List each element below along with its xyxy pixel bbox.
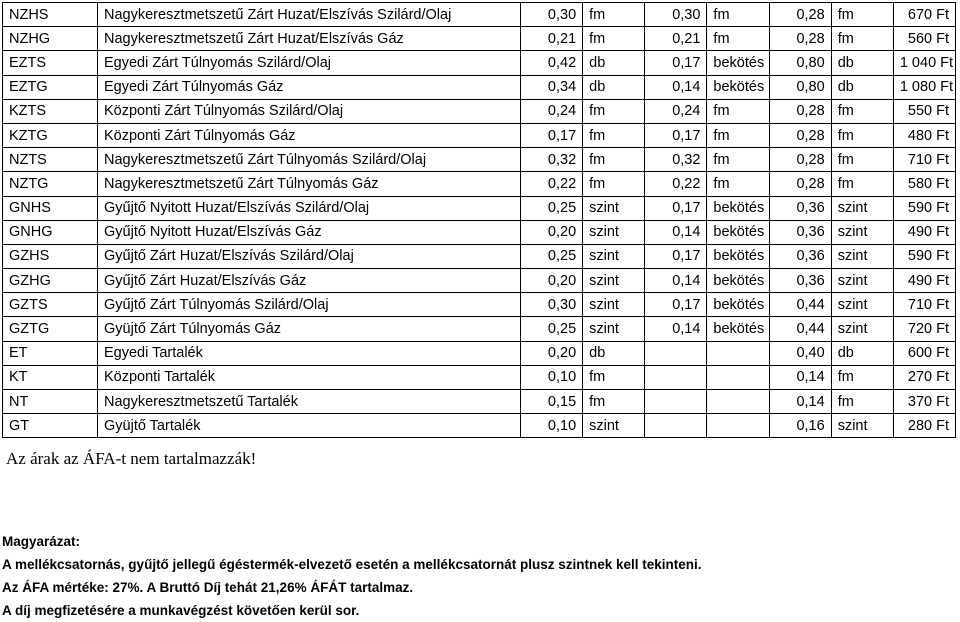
explanation-line: A mellékcsatornás, gyűjtő jellegű égéstermék-elvezető esetén a mellékcsatornát plusz szintnek kell tekinteni. (2, 557, 702, 572)
row-code: NT (3, 390, 98, 414)
row-description: Nagykeresztmetszetű Zárt Huzat/Elszívás Gáz (98, 27, 521, 51)
value-2: 0,17 (645, 244, 707, 268)
unit-1: fm (583, 390, 645, 414)
row-description: Központi Zárt Túlnyomás Gáz (98, 123, 521, 147)
row-price: 710 Ft (893, 148, 955, 172)
value-3: 0,44 (769, 293, 831, 317)
value-3: 0,40 (769, 341, 831, 365)
table-row (3, 75, 956, 99)
row-description: Nagykeresztmetszetű Tartalék (98, 390, 521, 414)
value-1: 0,25 (521, 244, 583, 268)
value-2 (645, 414, 707, 438)
value-3: 0,80 (769, 75, 831, 99)
unit-3: szint (831, 244, 893, 268)
unit-2: bekötés (707, 220, 769, 244)
unit-1: szint (583, 196, 645, 220)
unit-1: db (583, 341, 645, 365)
value-2: 0,14 (645, 75, 707, 99)
unit-3: szint (831, 269, 893, 293)
row-price: 670 Ft (893, 3, 955, 27)
row-description: Gyűjtő Zárt Túlnyomás Szilárd/Olaj (98, 293, 521, 317)
price-table (2, 2, 956, 438)
unit-1: szint (583, 293, 645, 317)
table-row (3, 244, 956, 268)
unit-1: fm (583, 148, 645, 172)
value-1: 0,17 (521, 123, 583, 147)
vat-note: Az árak az ÁFA-t nem tartalmazzák! (6, 449, 257, 468)
unit-2: bekötés (707, 293, 769, 317)
unit-1: fm (583, 365, 645, 389)
unit-1: szint (583, 220, 645, 244)
table-row (3, 172, 956, 196)
row-code: GNHG (3, 220, 98, 244)
value-1: 0,20 (521, 341, 583, 365)
unit-1: db (583, 75, 645, 99)
value-1: 0,42 (521, 51, 583, 75)
value-3: 0,28 (769, 148, 831, 172)
row-code: GZTG (3, 317, 98, 341)
unit-1: fm (583, 99, 645, 123)
unit-2: fm (707, 27, 769, 51)
value-1: 0,10 (521, 365, 583, 389)
unit-3: db (831, 51, 893, 75)
unit-3: fm (831, 390, 893, 414)
unit-2: bekötés (707, 51, 769, 75)
unit-3: szint (831, 196, 893, 220)
table-row (3, 51, 956, 75)
row-description: Gyüjtő Tartalék (98, 414, 521, 438)
unit-1: fm (583, 123, 645, 147)
value-3: 0,36 (769, 244, 831, 268)
unit-2: fm (707, 172, 769, 196)
table-row (3, 99, 956, 123)
value-2: 0,14 (645, 317, 707, 341)
unit-1: szint (583, 317, 645, 341)
row-price: 600 Ft (893, 341, 955, 365)
row-price: 490 Ft (893, 220, 955, 244)
row-code: KT (3, 365, 98, 389)
table-row (3, 220, 956, 244)
unit-2: bekötés (707, 75, 769, 99)
value-1: 0,15 (521, 390, 583, 414)
row-code: NZTS (3, 148, 98, 172)
row-code: GZHS (3, 244, 98, 268)
row-description: Egyedi Zárt Túlnyomás Szilárd/Olaj (98, 51, 521, 75)
value-2: 0,24 (645, 99, 707, 123)
row-price: 590 Ft (893, 244, 955, 268)
row-price: 550 Ft (893, 99, 955, 123)
unit-2 (707, 414, 769, 438)
value-2: 0,30 (645, 3, 707, 27)
value-1: 0,25 (521, 317, 583, 341)
unit-3: fm (831, 172, 893, 196)
row-description: Egyedi Zárt Túlnyomás Gáz (98, 75, 521, 99)
unit-1: fm (583, 3, 645, 27)
table-row (3, 293, 956, 317)
row-code: NZHG (3, 27, 98, 51)
value-3: 0,14 (769, 365, 831, 389)
unit-2 (707, 341, 769, 365)
value-1: 0,20 (521, 269, 583, 293)
value-2: 0,17 (645, 51, 707, 75)
row-price: 270 Ft (893, 365, 955, 389)
explanation-line: A díj megfizetésére a munkavégzést követően kerül sor. (2, 603, 360, 618)
unit-3: db (831, 75, 893, 99)
row-price: 590 Ft (893, 196, 955, 220)
explanation-block (2, 530, 702, 622)
row-description: Nagykeresztmetszetű Zárt Túlnyomás Szilárd/Olaj (98, 148, 521, 172)
row-code: KZTS (3, 99, 98, 123)
value-3: 0,36 (769, 220, 831, 244)
value-3: 0,28 (769, 3, 831, 27)
value-3: 0,16 (769, 414, 831, 438)
row-description: Gyüjtő Zárt Túlnyomás Gáz (98, 317, 521, 341)
value-1: 0,20 (521, 220, 583, 244)
table-row (3, 123, 956, 147)
row-code: GZHG (3, 269, 98, 293)
row-description: Gyűjtő Zárt Huzat/Elszívás Szilárd/Olaj (98, 244, 521, 268)
unit-3: fm (831, 27, 893, 51)
unit-3: szint (831, 220, 893, 244)
row-price: 1 040 Ft (893, 51, 955, 75)
unit-2: bekötés (707, 269, 769, 293)
value-2: 0,17 (645, 293, 707, 317)
unit-3: fm (831, 3, 893, 27)
row-code: ET (3, 341, 98, 365)
value-2: 0,17 (645, 123, 707, 147)
row-code: EZTS (3, 51, 98, 75)
table-row (3, 365, 956, 389)
row-code: GT (3, 414, 98, 438)
unit-2: bekötés (707, 196, 769, 220)
unit-3: szint (831, 317, 893, 341)
value-2 (645, 365, 707, 389)
row-price: 480 Ft (893, 123, 955, 147)
row-code: NZHS (3, 3, 98, 27)
unit-2: fm (707, 3, 769, 27)
value-2: 0,32 (645, 148, 707, 172)
value-1: 0,30 (521, 293, 583, 317)
unit-2: fm (707, 99, 769, 123)
row-price: 280 Ft (893, 414, 955, 438)
row-price: 370 Ft (893, 390, 955, 414)
table-row (3, 196, 956, 220)
row-description: Nagykeresztmetszetű Zárt Túlnyomás Gáz (98, 172, 521, 196)
unit-2: fm (707, 123, 769, 147)
value-1: 0,25 (521, 196, 583, 220)
value-1: 0,32 (521, 148, 583, 172)
value-3: 0,28 (769, 99, 831, 123)
unit-3: fm (831, 123, 893, 147)
row-code: KZTG (3, 123, 98, 147)
row-price: 710 Ft (893, 293, 955, 317)
unit-3: szint (831, 293, 893, 317)
table-row (3, 27, 956, 51)
table-row (3, 390, 956, 414)
unit-2: fm (707, 148, 769, 172)
unit-1: db (583, 51, 645, 75)
value-3: 0,28 (769, 172, 831, 196)
unit-2: bekötés (707, 317, 769, 341)
unit-1: szint (583, 244, 645, 268)
value-2: 0,14 (645, 269, 707, 293)
table-row (3, 341, 956, 365)
value-1: 0,34 (521, 75, 583, 99)
value-1: 0,30 (521, 3, 583, 27)
row-description: Egyedi Tartalék (98, 341, 521, 365)
value-1: 0,21 (521, 27, 583, 51)
table-row (3, 414, 956, 438)
row-description: Központi Zárt Túlnyomás Szilárd/Olaj (98, 99, 521, 123)
row-description: Nagykeresztmetszetű Zárt Huzat/Elszívás Szilárd/Olaj (98, 3, 521, 27)
value-3: 0,28 (769, 27, 831, 51)
row-code: EZTG (3, 75, 98, 99)
row-description: Gyűjtő Zárt Huzat/Elszívás Gáz (98, 269, 521, 293)
value-3: 0,36 (769, 196, 831, 220)
explanation-line: Az ÁFA mértéke: 27%. A Bruttó Díj tehát 21,26% ÁFÁT tartalmaz. (2, 580, 414, 595)
value-2: 0,22 (645, 172, 707, 196)
row-price: 580 Ft (893, 172, 955, 196)
value-3: 0,28 (769, 123, 831, 147)
unit-3: szint (831, 414, 893, 438)
value-2: 0,17 (645, 196, 707, 220)
row-description: Gyűjtő Nyitott Huzat/Elszívás Szilárd/Olaj (98, 196, 521, 220)
unit-3: fm (831, 99, 893, 123)
value-3: 0,44 (769, 317, 831, 341)
row-price: 560 Ft (893, 27, 955, 51)
table-row (3, 269, 956, 293)
value-1: 0,22 (521, 172, 583, 196)
table-row (3, 3, 956, 27)
table-row (3, 148, 956, 172)
row-description: Központi Tartalék (98, 365, 521, 389)
row-description: Gyűjtő Nyitott Huzat/Elszívás Gáz (98, 220, 521, 244)
value-3: 0,80 (769, 51, 831, 75)
value-2: 0,14 (645, 220, 707, 244)
unit-3: fm (831, 148, 893, 172)
row-price: 720 Ft (893, 317, 955, 341)
value-3: 0,14 (769, 390, 831, 414)
unit-1: fm (583, 172, 645, 196)
price-table-body (3, 3, 956, 438)
row-code: GZTS (3, 293, 98, 317)
unit-3: db (831, 341, 893, 365)
unit-1: szint (583, 414, 645, 438)
row-code: GNHS (3, 196, 98, 220)
value-2 (645, 341, 707, 365)
explanation-heading: Magyarázat: (2, 534, 81, 549)
unit-2 (707, 365, 769, 389)
unit-3: fm (831, 365, 893, 389)
unit-1: fm (583, 27, 645, 51)
row-code: NZTG (3, 172, 98, 196)
row-price: 1 080 Ft (893, 75, 955, 99)
table-row (3, 317, 956, 341)
value-1: 0,10 (521, 414, 583, 438)
row-price: 490 Ft (893, 269, 955, 293)
value-1: 0,24 (521, 99, 583, 123)
unit-2 (707, 390, 769, 414)
value-2 (645, 390, 707, 414)
unit-2: bekötés (707, 244, 769, 268)
value-2: 0,21 (645, 27, 707, 51)
unit-1: szint (583, 269, 645, 293)
value-3: 0,36 (769, 269, 831, 293)
